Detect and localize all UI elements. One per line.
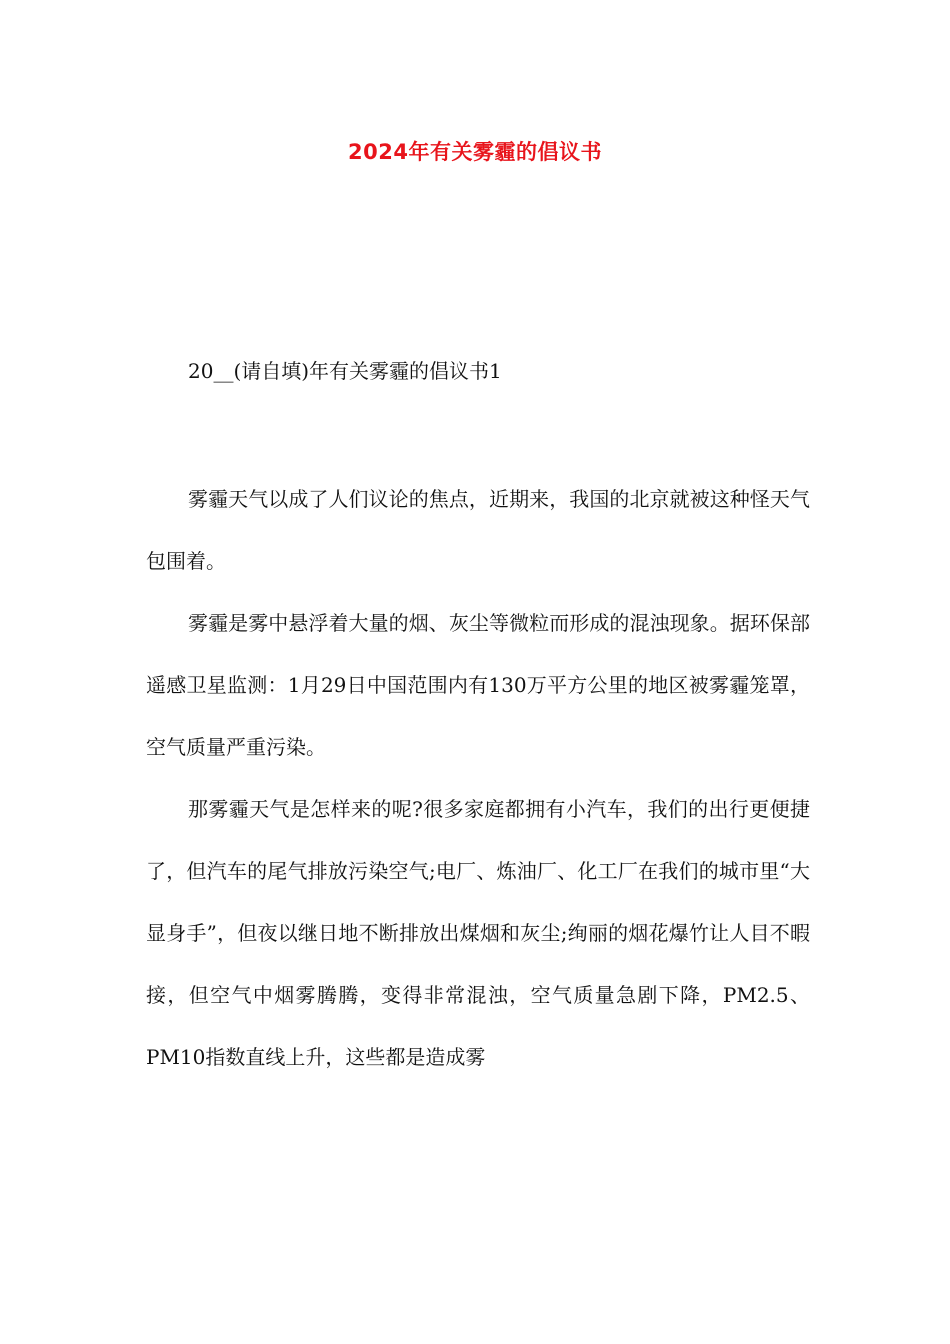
document-body — [146, 468, 810, 1088]
paragraph-1: 雾霾天气以成了人们议论的焦点，近期来，我国的北京就被这种怪天气包围着。 — [146, 487, 810, 573]
paragraph-2: 雾霾是雾中悬浮着大量的烟、灰尘等微粒而形成的混浊现象。据环保部遥感卫星监测：1月29日中国范围内有130万平方公里的地区被雾霾笼罩，空气质量严重污染。 — [146, 611, 810, 759]
document-title: 2024年有关雾霾的倡议书 — [348, 140, 602, 164]
section-heading: 20__(请自填)年有关雾霾的倡议书1 — [188, 359, 502, 383]
paragraph-3: 那雾霾天气是怎样来的呢?很多家庭都拥有小汽车，我们的出行更便捷了，但汽车的尾气排放污染空气;电厂、炼油厂、化工厂在我们的城市里“大显身手”，但夜以继日地不断排放出煤烟和灰尘;绚丽的烟花爆竹让人目不暇接，但空气中烟雾腾腾，变得非常混浊，空气质量急剧下降，PM2.5、PM10指数直线上升，这些都是造成雾 — [146, 797, 810, 1069]
